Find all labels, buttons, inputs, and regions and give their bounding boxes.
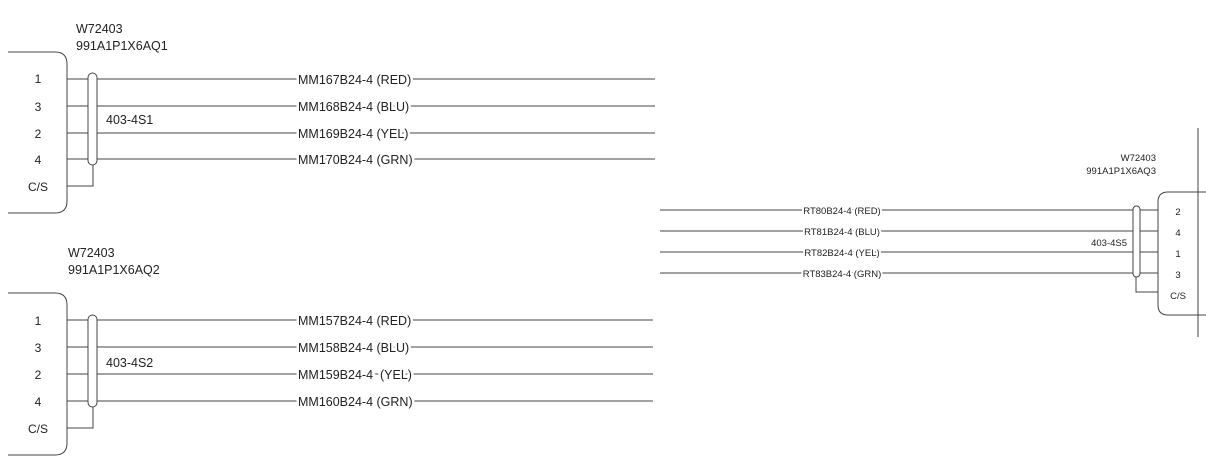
- pin-label: 2: [34, 368, 42, 382]
- connector-ref: 991A1P1X6AQ1: [76, 39, 168, 53]
- wire-label: MM160B24-4 (GRN): [298, 395, 413, 409]
- pin-list: [28, 314, 48, 436]
- pin-label: C/S: [27, 180, 49, 194]
- cable-label: W72403: [76, 22, 123, 36]
- shield-drain-line: [67, 407, 93, 428]
- pin-label: 4: [34, 153, 42, 167]
- wire-label: MM159B24-4 (YEL): [298, 368, 412, 382]
- shield-label: 403-4S1: [106, 113, 154, 127]
- connector-ref: 991A1P1X6AQ3: [1086, 166, 1156, 177]
- shield-oval: [88, 315, 97, 407]
- shield-label: 403-4S5: [1091, 238, 1127, 249]
- wire-label: MM170B24-4 (GRN): [298, 153, 413, 167]
- cable-label: W72403: [1120, 153, 1156, 164]
- pin-label: C/S: [1170, 291, 1186, 302]
- wire-labels: [298, 73, 413, 167]
- pin-list: [1170, 207, 1186, 302]
- pin-label: 4: [34, 395, 42, 409]
- wire-lines: [67, 79, 655, 159]
- connector-aq3: [660, 128, 1206, 337]
- pin-label: 1: [1175, 249, 1181, 260]
- shield-label: 403-4S2: [106, 356, 154, 370]
- wire-label: MM168B24-4 (BLU): [298, 100, 410, 114]
- shield-oval: [1133, 206, 1140, 277]
- pin-list: [28, 72, 48, 194]
- shield-oval: [88, 73, 97, 165]
- wire-labels: [803, 206, 882, 280]
- pin-label: 2: [34, 127, 42, 141]
- shield-drain-line: [67, 165, 93, 186]
- wire-lines: [660, 210, 1158, 273]
- pin-label: 1: [34, 72, 42, 86]
- connector-aq2: [8, 246, 653, 455]
- wire-label: RT81B24-4 (BLU): [804, 227, 880, 238]
- connector-ref: 991A1P1X6AQ2: [68, 263, 160, 277]
- pin-label: 1: [34, 314, 42, 328]
- shield-drain-line: [1136, 277, 1158, 292]
- wire-label: MM158B24-4 (BLU): [298, 341, 410, 355]
- pin-label: 2: [1175, 207, 1181, 218]
- pin-label: 3: [34, 100, 42, 114]
- wire-labels: [298, 314, 413, 409]
- pin-label: 3: [34, 341, 42, 355]
- pin-label: 4: [1175, 228, 1181, 239]
- pin-label: C/S: [27, 422, 49, 436]
- wire-label: MM167B24-4 (RED): [298, 73, 412, 87]
- wire-label: RT82B24-4 (YEL): [804, 248, 880, 259]
- wire-label: RT80B24-4 (RED): [803, 206, 881, 217]
- wire-label: MM157B24-4 (RED): [298, 314, 412, 328]
- cable-label: W72403: [68, 246, 115, 260]
- wire-label: RT83B24-4 (GRN): [802, 269, 882, 280]
- connector-aq1: [8, 22, 655, 213]
- pin-label: 3: [1175, 270, 1181, 281]
- wire-lines: [67, 320, 653, 401]
- wire-label: MM169B24-4 (YEL): [298, 127, 409, 141]
